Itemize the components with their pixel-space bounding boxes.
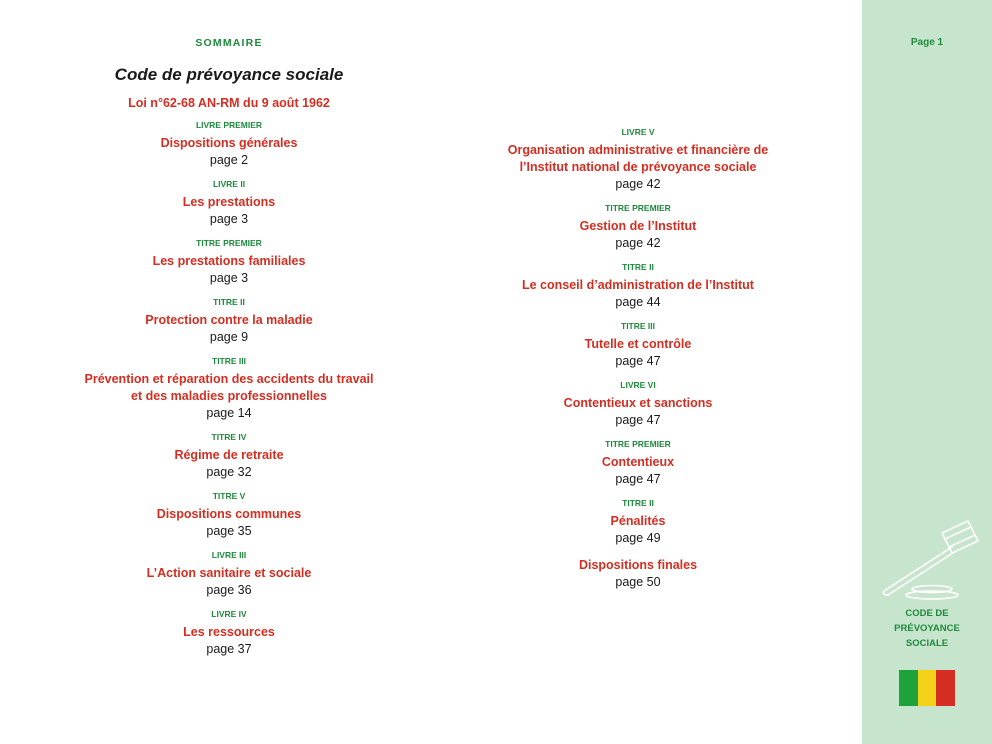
- toc-entry-page: page 47: [615, 354, 661, 368]
- toc-entry-title[interactable]: Organisation administrative et financière de l’Institut national de prévoyance sociale: [507, 143, 769, 174]
- toc-entry-label: TITRE PREMIER: [605, 203, 671, 213]
- flag-yellow-stripe: [918, 670, 937, 706]
- toc-entry: [72, 432, 386, 481]
- toc-entry-title[interactable]: Contentieux: [601, 455, 675, 469]
- toc-entry: [72, 491, 386, 540]
- document-title: Code de prévoyance sociale: [114, 65, 344, 84]
- toc-entry-title[interactable]: Gestion de l’Institut: [579, 219, 697, 233]
- toc-entry: [488, 557, 788, 591]
- mali-flag: [899, 670, 955, 706]
- toc-entry: [488, 439, 788, 488]
- sidebar-title: [862, 606, 992, 651]
- sidebar-title-line: SOCIALE: [905, 638, 949, 649]
- gavel-icon: [872, 515, 984, 605]
- toc-entry-title[interactable]: Pénalités: [610, 514, 666, 528]
- toc-entry-title[interactable]: L’Action sanitaire et sociale: [146, 566, 312, 580]
- toc-entry-page: page 36: [206, 583, 252, 597]
- toc-entry-page: page 49: [615, 531, 661, 545]
- toc-entry-page: page 50: [615, 575, 661, 589]
- toc-entry-label: TITRE PREMIER: [196, 238, 262, 248]
- toc-entry-title[interactable]: Les prestations familiales: [152, 254, 306, 268]
- toc-entry-title[interactable]: Prévention et réparation des accidents du travail et des maladies professionnelles: [84, 372, 374, 403]
- toc-entry: [72, 120, 386, 169]
- toc-entry-label: LIVRE IV: [211, 609, 247, 619]
- toc-entry: [72, 550, 386, 599]
- toc-entry-page: page 2: [209, 153, 249, 167]
- toc-entry-title[interactable]: Régime de retraite: [174, 448, 284, 462]
- toc-entry: [488, 127, 788, 193]
- sidebar-title-line: PRÉVOYANCE: [894, 623, 960, 634]
- toc-entry-title[interactable]: Les ressources: [183, 625, 275, 639]
- toc-entry-label: LIVRE III: [211, 550, 247, 560]
- toc-entry-title[interactable]: Dispositions générales: [160, 136, 298, 150]
- flag-red-stripe: [936, 670, 955, 706]
- toc-entry-label: TITRE II: [622, 262, 654, 272]
- toc-entry-label: TITRE III: [621, 321, 655, 331]
- toc-entry-label: LIVRE II: [212, 179, 246, 189]
- toc-entry: [488, 203, 788, 252]
- toc-entry-page: page 44: [615, 295, 661, 309]
- toc-entry-title[interactable]: Le conseil d’administration de l’Institut: [522, 278, 754, 292]
- toc-entry-page: page 47: [615, 413, 661, 427]
- toc-entry: [72, 297, 386, 346]
- toc-entry-label: TITRE IV: [211, 432, 247, 442]
- toc-entry: [72, 179, 386, 228]
- law-reference: Loi n°62-68 AN-RM du 9 août 1962: [128, 96, 330, 110]
- toc-entry-label: TITRE PREMIER: [605, 439, 671, 449]
- toc-entry: [488, 498, 788, 547]
- toc-entry: [72, 238, 386, 287]
- toc-entry-label: TITRE II: [622, 498, 654, 508]
- toc-entry-page: page 35: [206, 524, 252, 538]
- toc-entry-page: page 42: [615, 236, 661, 250]
- toc-entry-label: LIVRE VI: [620, 380, 656, 390]
- flag-green-stripe: [899, 670, 918, 706]
- toc-entry-title[interactable]: Dispositions finales: [578, 558, 698, 572]
- toc-entry-page: page 14: [206, 406, 252, 420]
- toc-entry: [72, 356, 386, 422]
- toc-entry-page: page 3: [209, 212, 249, 226]
- toc-entry-label: LIVRE PREMIER: [195, 120, 263, 130]
- left-toc-list: [72, 120, 386, 658]
- toc-entry-label: TITRE II: [213, 297, 245, 307]
- right-toc-list: [488, 127, 788, 591]
- toc-entry-label: LIVRE V: [621, 127, 655, 137]
- toc-entry: [488, 321, 788, 370]
- toc-entry-page: page 9: [209, 330, 249, 344]
- toc-entry: [488, 262, 788, 311]
- toc-entry-title[interactable]: Dispositions communes: [156, 507, 302, 521]
- page-number: Page 1: [910, 37, 944, 48]
- toc-entry-label: TITRE III: [212, 356, 246, 366]
- sidebar-title-line: CODE DE: [905, 608, 949, 619]
- toc-entry: [72, 609, 386, 658]
- toc-entry-page: page 3: [209, 271, 249, 285]
- sidebar: [862, 0, 992, 744]
- toc-entry-title[interactable]: Contentieux et sanctions: [563, 396, 713, 410]
- sommaire-heading: SOMMAIRE: [195, 37, 263, 49]
- toc-entry-page: page 47: [615, 472, 661, 486]
- toc-entry-page: page 37: [206, 642, 252, 656]
- toc-entry-title[interactable]: Tutelle et contrôle: [584, 337, 692, 351]
- toc-right-column: [488, 127, 788, 601]
- toc-entry-label: TITRE V: [212, 491, 246, 501]
- toc-entry-page: page 32: [206, 465, 252, 479]
- toc-entry-title[interactable]: Les prestations: [182, 195, 276, 209]
- toc-entry-page: page 42: [615, 177, 661, 191]
- toc-entry: [488, 380, 788, 429]
- toc-entry-title[interactable]: Protection contre la maladie: [145, 313, 313, 327]
- toc-left-column: [72, 36, 386, 668]
